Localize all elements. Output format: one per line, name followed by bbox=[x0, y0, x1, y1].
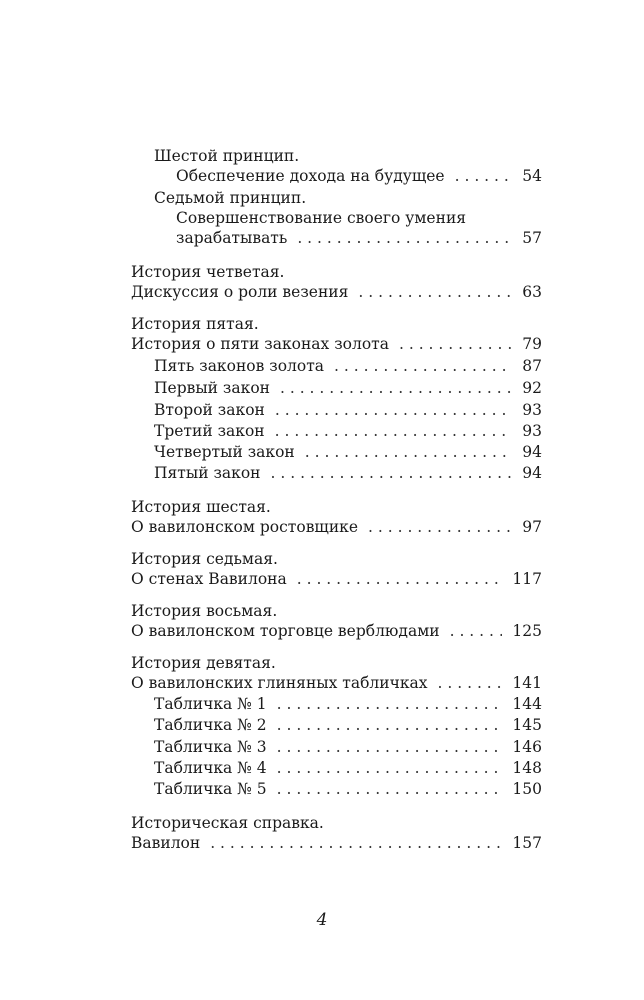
dot-leader bbox=[277, 779, 503, 799]
dot-leader bbox=[358, 282, 512, 302]
dot-leader bbox=[277, 694, 503, 714]
toc-entry-page: 144 bbox=[512, 695, 542, 713]
toc-entry-page: 145 bbox=[512, 716, 542, 734]
toc-entry-label: Табличка № 3 bbox=[154, 738, 267, 756]
toc-entry-label: Четвертый закон bbox=[154, 443, 295, 461]
toc-entry-label: Табличка № 1 bbox=[154, 695, 267, 713]
toc-entry-page: 92 bbox=[522, 379, 542, 397]
toc-heading: История шестая. bbox=[131, 498, 271, 516]
toc-subentry[interactable] bbox=[154, 779, 542, 799]
toc-entry-label: Пять законов золота bbox=[154, 357, 325, 375]
toc-entry-label: О вавилонских глиняных табличках bbox=[131, 674, 428, 692]
toc-entry-page: 93 bbox=[522, 401, 542, 419]
toc-subentry[interactable] bbox=[154, 463, 542, 483]
toc-entry-label: Третий закон bbox=[154, 422, 265, 440]
dot-leader bbox=[277, 737, 503, 757]
toc-entry-label: Обеспечение дохода на будущее bbox=[176, 167, 445, 185]
toc-entry-page: 150 bbox=[512, 780, 542, 798]
toc-subentry[interactable] bbox=[154, 421, 542, 441]
dot-leader bbox=[368, 517, 512, 537]
toc-subentry[interactable] bbox=[154, 400, 542, 420]
toc-entry-label: Второй закон bbox=[154, 401, 265, 419]
toc-entry-label: Табличка № 5 bbox=[154, 780, 267, 798]
dot-leader bbox=[450, 621, 503, 641]
toc-entry[interactable] bbox=[131, 282, 542, 302]
dot-leader bbox=[275, 421, 513, 441]
toc-entry-label: Табличка № 2 bbox=[154, 716, 267, 734]
dot-leader bbox=[280, 378, 512, 398]
dot-leader bbox=[305, 442, 513, 462]
toc-heading: История восьмая. bbox=[131, 602, 278, 620]
toc-entry-page: 57 bbox=[522, 229, 542, 247]
toc-entry-label: зарабатывать bbox=[176, 229, 288, 247]
dot-leader bbox=[275, 400, 512, 420]
dot-leader bbox=[455, 166, 513, 186]
toc-entry-page: 125 bbox=[512, 622, 542, 640]
toc-entry-page: 93 bbox=[522, 422, 542, 440]
toc-heading: История седьмая. bbox=[131, 550, 278, 568]
toc-heading: История четветая. bbox=[131, 263, 285, 281]
toc-entry-page: 141 bbox=[512, 674, 542, 692]
toc-entry-label: О вавилонском торговце верблюдами bbox=[131, 622, 440, 640]
toc-entry[interactable] bbox=[176, 228, 542, 248]
toc-entry-label: Табличка № 4 bbox=[154, 759, 267, 777]
toc-entry-label: О вавилонском ростовщике bbox=[131, 518, 359, 536]
toc-entry[interactable] bbox=[131, 833, 542, 853]
toc-entry-label-line: Совершенствование своего умения bbox=[176, 209, 467, 227]
toc-entry-page: 117 bbox=[512, 570, 542, 588]
dot-leader bbox=[271, 463, 513, 483]
dot-leader bbox=[210, 833, 502, 853]
toc-entry-page: 54 bbox=[522, 167, 542, 185]
toc-entry-page: 63 bbox=[522, 283, 542, 301]
toc-entry-label: О стенах Вавилона bbox=[131, 570, 287, 588]
dot-leader bbox=[297, 569, 503, 589]
toc-heading: История пятая. bbox=[131, 315, 259, 333]
toc-heading: Шестой принцип. bbox=[154, 147, 300, 165]
toc-entry-label: Вавилон bbox=[131, 834, 201, 852]
dot-leader bbox=[399, 334, 512, 354]
toc-subentry[interactable] bbox=[154, 715, 542, 735]
toc-subentry[interactable] bbox=[154, 694, 542, 714]
dot-leader bbox=[277, 758, 503, 778]
dot-leader bbox=[438, 673, 503, 693]
dot-leader bbox=[297, 228, 512, 248]
toc-heading: История девятая. bbox=[131, 654, 276, 672]
toc-entry-label: История о пяти законах золота bbox=[131, 335, 389, 353]
toc-entry-page: 94 bbox=[522, 443, 542, 461]
dot-leader bbox=[334, 356, 512, 376]
toc-entry-page: 157 bbox=[512, 834, 542, 852]
toc-heading: Историческая справка. bbox=[131, 814, 324, 832]
toc-subentry[interactable] bbox=[154, 758, 542, 778]
dot-leader bbox=[277, 715, 503, 735]
toc-entry-label: Пятый закон bbox=[154, 464, 261, 482]
toc-subentry[interactable] bbox=[154, 737, 542, 757]
toc-subentry[interactable] bbox=[154, 356, 542, 376]
page-number: 4 bbox=[316, 910, 328, 930]
toc-subentry[interactable] bbox=[154, 378, 542, 398]
toc-entry[interactable] bbox=[131, 334, 542, 354]
toc-entry-page: 87 bbox=[522, 357, 542, 375]
toc-entry[interactable] bbox=[176, 166, 542, 186]
toc-entry-label: Дискуссия о роли везения bbox=[131, 283, 349, 301]
toc-entry-label: Первый закон bbox=[154, 379, 270, 397]
toc-entry-page: 79 bbox=[522, 335, 542, 353]
toc-entry-page: 146 bbox=[512, 738, 542, 756]
toc-entry[interactable] bbox=[131, 517, 542, 537]
toc-heading: Седьмой принцип. bbox=[154, 189, 307, 207]
toc-entry-page: 94 bbox=[522, 464, 542, 482]
toc-entry[interactable] bbox=[131, 673, 542, 693]
toc-subentry[interactable] bbox=[154, 442, 542, 462]
toc-entry[interactable] bbox=[131, 569, 542, 589]
toc-entry-page: 97 bbox=[522, 518, 542, 536]
toc-entry[interactable] bbox=[131, 621, 542, 641]
toc-entry-page: 148 bbox=[512, 759, 542, 777]
